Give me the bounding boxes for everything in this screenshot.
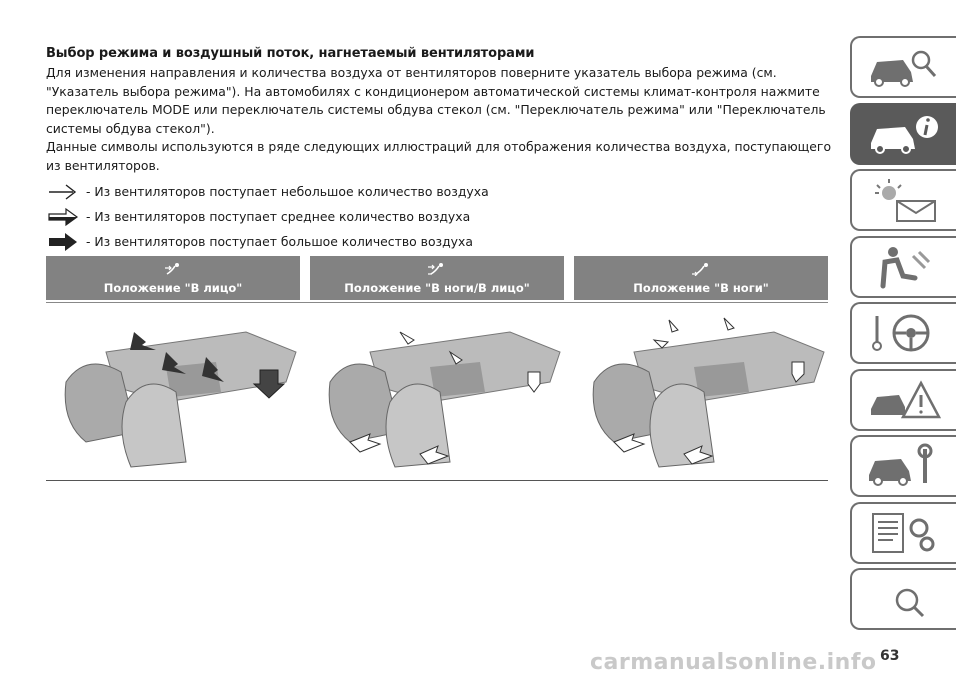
legend-row-small xyxy=(46,179,836,204)
steering-wheel-key-icon xyxy=(863,308,945,358)
mode-header-bar xyxy=(46,256,828,300)
tab-starting-driving[interactable] xyxy=(850,302,956,364)
bilevel-vent-icon xyxy=(426,262,448,276)
mode-face-label: Положение "В лицо" xyxy=(103,280,243,295)
alphabet-index-icon xyxy=(863,574,945,624)
paragraph-1: Для изменения направления и количества воздуха от вентиляторов поверните указатель выбора режима (см. "Указатель выбора режима"). На автомобилях с кондиционером автоматической системы климат-контроля нажмите переключатель MODE или переключатель системы обдува стекол (см. "Переключатель режима" или "Переключатель системы обдува стекол"). xyxy=(46,65,826,136)
mode-bilevel-label: Положение "В ноги/В лицо" xyxy=(344,280,530,295)
divider-top xyxy=(46,302,828,303)
legend-row-large xyxy=(46,229,836,254)
car-info-icon xyxy=(863,109,945,159)
foot-mode-illustration xyxy=(574,312,828,472)
mode-foot xyxy=(574,256,828,300)
document-gears-icon xyxy=(863,508,945,558)
page-number: 63 xyxy=(880,648,900,664)
bilevel-mode-illustration xyxy=(310,312,564,472)
legend-text-small: - Из вентиляторов поступает небольшое количество воздуха xyxy=(86,184,489,199)
tab-index[interactable] xyxy=(850,568,956,630)
filled-arrow-icon xyxy=(46,232,80,252)
foot-vent-icon xyxy=(691,262,711,276)
legend-text-medium: - Из вентиляторов поступает среднее количество воздуха xyxy=(86,209,471,224)
car-wrench-icon xyxy=(863,441,945,491)
tab-car-info[interactable] xyxy=(850,103,956,165)
chapter-tabs xyxy=(850,36,960,635)
car-magnifier-icon xyxy=(863,42,945,92)
seat-airbag-icon xyxy=(863,242,945,292)
airflow-legend xyxy=(46,179,836,254)
tab-emergency[interactable] xyxy=(850,369,956,431)
car-warning-triangle-icon xyxy=(863,375,945,425)
tab-technical-data[interactable] xyxy=(850,502,956,564)
section-heading: Выбор режима и воздушный поток, нагнетаемый вентиляторами xyxy=(46,46,535,61)
tab-getting-to-know-car[interactable] xyxy=(850,36,956,98)
mode-face xyxy=(46,256,300,300)
outline-arrow-icon xyxy=(46,182,80,202)
tab-safety[interactable] xyxy=(850,236,956,298)
divider-bottom xyxy=(46,480,828,481)
half-filled-arrow-icon xyxy=(46,207,80,227)
mode-bilevel xyxy=(310,256,564,300)
legend-row-medium xyxy=(46,204,836,229)
warning-light-envelope-icon xyxy=(863,175,945,225)
tab-maintenance[interactable] xyxy=(850,435,956,497)
content xyxy=(46,46,836,254)
watermark: carmanualsonline.info xyxy=(590,650,877,675)
mode-foot-label: Положение "В ноги" xyxy=(633,280,769,295)
paragraph-2: Данные символы используются в ряде следующих иллюстраций для отображения количества воздуха, поступающего из вентиляторов. xyxy=(46,139,832,173)
tab-warning-lights[interactable] xyxy=(850,169,956,231)
legend-text-large: - Из вентиляторов поступает большое количество воздуха xyxy=(86,234,473,249)
face-mode-illustration xyxy=(46,312,300,472)
face-vent-icon xyxy=(163,262,183,276)
